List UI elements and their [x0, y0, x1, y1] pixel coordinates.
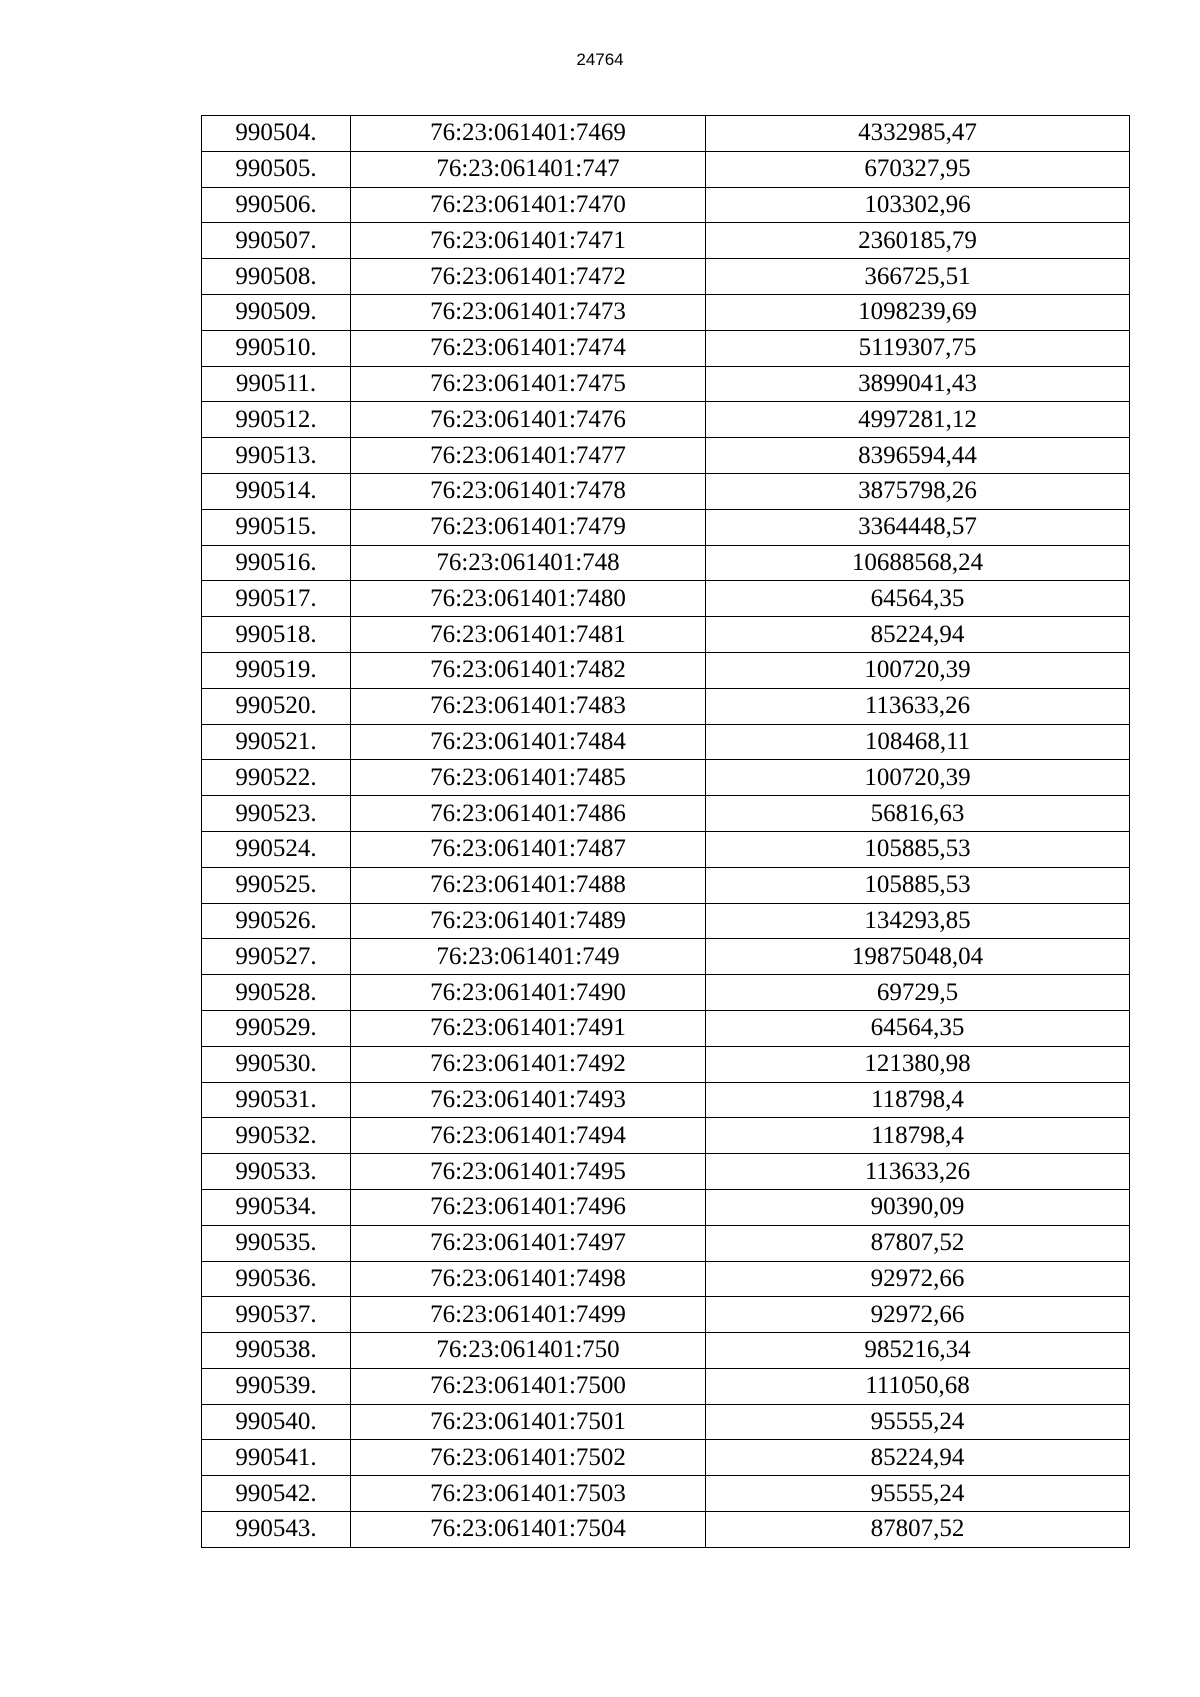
table-row [202, 509, 1130, 545]
row-number-cell: 990506. [202, 187, 351, 223]
row-number-cell: 990515. [202, 509, 351, 545]
cadastral-number-cell: 76:23:061401:7477 [351, 438, 706, 474]
row-number-cell: 990516. [202, 545, 351, 581]
cadastral-number-cell: 76:23:061401:7479 [351, 509, 706, 545]
table-row [202, 688, 1130, 724]
table-row [202, 1082, 1130, 1118]
table-row [202, 617, 1130, 653]
row-number-cell: 990537. [202, 1297, 351, 1333]
row-number-cell: 990538. [202, 1333, 351, 1369]
cadastral-value-cell: 985216,34 [706, 1333, 1130, 1369]
cadastral-number-cell: 76:23:061401:7499 [351, 1297, 706, 1333]
cadastral-number-cell: 76:23:061401:7482 [351, 652, 706, 688]
table-body [202, 116, 1130, 1548]
cadastral-value-cell: 19875048,04 [706, 939, 1130, 975]
cadastral-value-cell: 105885,53 [706, 867, 1130, 903]
table-row [202, 975, 1130, 1011]
cadastral-value-cell: 69729,5 [706, 975, 1130, 1011]
cadastral-value-cell: 87807,52 [706, 1512, 1130, 1548]
row-number-cell: 990521. [202, 724, 351, 760]
row-number-cell: 990527. [202, 939, 351, 975]
cadastral-number-cell: 76:23:061401:7498 [351, 1261, 706, 1297]
row-number-cell: 990532. [202, 1118, 351, 1154]
table-row [202, 1189, 1130, 1225]
cadastral-value-cell: 3364448,57 [706, 509, 1130, 545]
row-number-cell: 990522. [202, 760, 351, 796]
cadastral-number-cell: 76:23:061401:7488 [351, 867, 706, 903]
row-number-cell: 990510. [202, 330, 351, 366]
table-row [202, 116, 1130, 152]
cadastral-number-cell: 76:23:061401:7494 [351, 1118, 706, 1154]
table-row [202, 867, 1130, 903]
row-number-cell: 990505. [202, 151, 351, 187]
cadastral-number-cell: 76:23:061401:7491 [351, 1010, 706, 1046]
row-number-cell: 990526. [202, 903, 351, 939]
cadastral-value-cell: 113633,26 [706, 1154, 1130, 1190]
cadastral-number-cell: 76:23:061401:7502 [351, 1440, 706, 1476]
row-number-cell: 990507. [202, 223, 351, 259]
page-number: 24764 [576, 50, 624, 69]
table-row [202, 402, 1130, 438]
row-number-cell: 990523. [202, 796, 351, 832]
cadastral-value-cell: 85224,94 [706, 617, 1130, 653]
cadastral-value-cell: 134293,85 [706, 903, 1130, 939]
table-row [202, 1046, 1130, 1082]
cadastral-value-cell: 5119307,75 [706, 330, 1130, 366]
cadastral-number-cell: 76:23:061401:7484 [351, 724, 706, 760]
cadastral-value-cell: 90390,09 [706, 1189, 1130, 1225]
table-row [202, 366, 1130, 402]
cadastral-value-cell: 100720,39 [706, 652, 1130, 688]
table-row [202, 903, 1130, 939]
cadastral-number-cell: 76:23:061401:7504 [351, 1512, 706, 1548]
table-row [202, 259, 1130, 295]
cadastral-value-cell: 95555,24 [706, 1404, 1130, 1440]
row-number-cell: 990520. [202, 688, 351, 724]
table-row [202, 831, 1130, 867]
cadastral-value-cell: 121380,98 [706, 1046, 1130, 1082]
cadastral-value-cell: 2360185,79 [706, 223, 1130, 259]
row-number-cell: 990536. [202, 1261, 351, 1297]
cadastral-value-cell: 103302,96 [706, 187, 1130, 223]
cadastral-number-cell: 76:23:061401:7489 [351, 903, 706, 939]
cadastral-value-table [201, 115, 1130, 1548]
table-row [202, 438, 1130, 474]
cadastral-number-cell: 76:23:061401:7478 [351, 473, 706, 509]
row-number-cell: 990540. [202, 1404, 351, 1440]
row-number-cell: 990529. [202, 1010, 351, 1046]
cadastral-number-cell: 76:23:061401:750 [351, 1333, 706, 1369]
cadastral-number-cell: 76:23:061401:7490 [351, 975, 706, 1011]
cadastral-number-cell: 76:23:061401:7470 [351, 187, 706, 223]
cadastral-value-cell: 4332985,47 [706, 116, 1130, 152]
cadastral-value-cell: 92972,66 [706, 1297, 1130, 1333]
table-row [202, 1154, 1130, 1190]
table-row [202, 1225, 1130, 1261]
table-row [202, 223, 1130, 259]
table-row [202, 1010, 1130, 1046]
cadastral-number-cell: 76:23:061401:7500 [351, 1368, 706, 1404]
cadastral-value-cell: 92972,66 [706, 1261, 1130, 1297]
cadastral-number-cell: 76:23:061401:7485 [351, 760, 706, 796]
table-row [202, 1440, 1130, 1476]
row-number-cell: 990541. [202, 1440, 351, 1476]
cadastral-value-cell: 105885,53 [706, 831, 1130, 867]
table-row [202, 294, 1130, 330]
cadastral-number-cell: 76:23:061401:7475 [351, 366, 706, 402]
row-number-cell: 990504. [202, 116, 351, 152]
cadastral-number-cell: 76:23:061401:749 [351, 939, 706, 975]
row-number-cell: 990539. [202, 1368, 351, 1404]
cadastral-value-cell: 64564,35 [706, 1010, 1130, 1046]
table-row [202, 760, 1130, 796]
cadastral-number-cell: 76:23:061401:7503 [351, 1476, 706, 1512]
table-row [202, 1368, 1130, 1404]
row-number-cell: 990511. [202, 366, 351, 402]
cadastral-value-cell: 366725,51 [706, 259, 1130, 295]
cadastral-number-cell: 76:23:061401:7469 [351, 116, 706, 152]
cadastral-number-cell: 76:23:061401:747 [351, 151, 706, 187]
cadastral-number-cell: 76:23:061401:7497 [351, 1225, 706, 1261]
table-row [202, 1297, 1130, 1333]
row-number-cell: 990535. [202, 1225, 351, 1261]
row-number-cell: 990508. [202, 259, 351, 295]
cadastral-value-cell: 670327,95 [706, 151, 1130, 187]
table-row [202, 1512, 1130, 1548]
cadastral-number-cell: 76:23:061401:7492 [351, 1046, 706, 1082]
cadastral-value-cell: 100720,39 [706, 760, 1130, 796]
row-number-cell: 990525. [202, 867, 351, 903]
table-row [202, 581, 1130, 617]
table-row [202, 1404, 1130, 1440]
row-number-cell: 990542. [202, 1476, 351, 1512]
cadastral-number-cell: 76:23:061401:7486 [351, 796, 706, 832]
row-number-cell: 990519. [202, 652, 351, 688]
table-row [202, 545, 1130, 581]
cadastral-value-cell: 3899041,43 [706, 366, 1130, 402]
cadastral-number-cell: 76:23:061401:7493 [351, 1082, 706, 1118]
table-row [202, 652, 1130, 688]
row-number-cell: 990509. [202, 294, 351, 330]
row-number-cell: 990524. [202, 831, 351, 867]
cadastral-value-cell: 10688568,24 [706, 545, 1130, 581]
row-number-cell: 990512. [202, 402, 351, 438]
row-number-cell: 990531. [202, 1082, 351, 1118]
table-row [202, 1118, 1130, 1154]
cadastral-value-cell: 56816,63 [706, 796, 1130, 832]
table-row [202, 330, 1130, 366]
cadastral-value-cell: 118798,4 [706, 1082, 1130, 1118]
cadastral-number-cell: 76:23:061401:7481 [351, 617, 706, 653]
table-row [202, 1476, 1130, 1512]
cadastral-number-cell: 76:23:061401:7471 [351, 223, 706, 259]
cadastral-number-cell: 76:23:061401:7476 [351, 402, 706, 438]
cadastral-value-cell: 85224,94 [706, 1440, 1130, 1476]
row-number-cell: 990534. [202, 1189, 351, 1225]
cadastral-number-cell: 76:23:061401:7501 [351, 1404, 706, 1440]
cadastral-value-cell: 3875798,26 [706, 473, 1130, 509]
cadastral-value-cell: 8396594,44 [706, 438, 1130, 474]
cadastral-value-cell: 4997281,12 [706, 402, 1130, 438]
cadastral-value-cell: 87807,52 [706, 1225, 1130, 1261]
cadastral-number-cell: 76:23:061401:7487 [351, 831, 706, 867]
row-number-cell: 990513. [202, 438, 351, 474]
cadastral-value-cell: 95555,24 [706, 1476, 1130, 1512]
table-row [202, 724, 1130, 760]
cadastral-number-cell: 76:23:061401:7480 [351, 581, 706, 617]
table-row [202, 473, 1130, 509]
row-number-cell: 990530. [202, 1046, 351, 1082]
cadastral-number-cell: 76:23:061401:7472 [351, 259, 706, 295]
cadastral-value-cell: 118798,4 [706, 1118, 1130, 1154]
row-number-cell: 990518. [202, 617, 351, 653]
row-number-cell: 990533. [202, 1154, 351, 1190]
cadastral-number-cell: 76:23:061401:7483 [351, 688, 706, 724]
cadastral-number-cell: 76:23:061401:7474 [351, 330, 706, 366]
cadastral-value-cell: 1098239,69 [706, 294, 1130, 330]
cadastral-value-cell: 111050,68 [706, 1368, 1130, 1404]
table-row [202, 187, 1130, 223]
cadastral-number-cell: 76:23:061401:7473 [351, 294, 706, 330]
table-row [202, 1333, 1130, 1369]
table-row [202, 1261, 1130, 1297]
cadastral-number-cell: 76:23:061401:7496 [351, 1189, 706, 1225]
cadastral-number-cell: 76:23:061401:7495 [351, 1154, 706, 1190]
row-number-cell: 990517. [202, 581, 351, 617]
table-row [202, 796, 1130, 832]
cadastral-number-cell: 76:23:061401:748 [351, 545, 706, 581]
row-number-cell: 990543. [202, 1512, 351, 1548]
table-row [202, 939, 1130, 975]
row-number-cell: 990528. [202, 975, 351, 1011]
table-row [202, 151, 1130, 187]
cadastral-value-cell: 108468,11 [706, 724, 1130, 760]
row-number-cell: 990514. [202, 473, 351, 509]
cadastral-value-cell: 64564,35 [706, 581, 1130, 617]
cadastral-value-cell: 113633,26 [706, 688, 1130, 724]
